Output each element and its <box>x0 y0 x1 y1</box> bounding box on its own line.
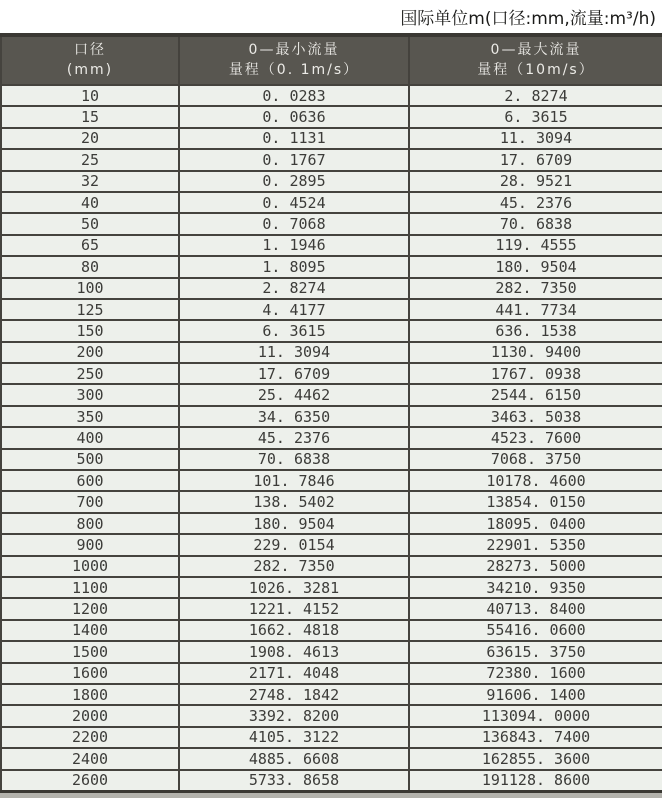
min-flow-cell: 4885. 6608 <box>179 748 409 769</box>
min-flow-cell: 0. 4524 <box>179 192 409 213</box>
max-flow-cell: 34210. 9350 <box>409 577 662 598</box>
header-max-flow-line2: 量程（10m/s） <box>477 61 595 78</box>
table-row <box>1 663 662 684</box>
table-row <box>1 513 662 534</box>
min-flow-cell: 0. 0283 <box>179 85 409 106</box>
min-flow-cell: 0. 0636 <box>179 106 409 127</box>
min-flow-cell: 0. 1131 <box>179 128 409 149</box>
min-flow-cell: 0. 2895 <box>179 171 409 192</box>
min-flow-cell: 5733. 8658 <box>179 770 409 792</box>
min-flow-cell: 2171. 4048 <box>179 663 409 684</box>
table-row <box>1 641 662 662</box>
header-diameter-line1: 口径 <box>74 41 106 58</box>
diameter-cell: 1100 <box>1 577 179 598</box>
diameter-cell: 800 <box>1 513 179 534</box>
table-row <box>1 235 662 256</box>
header-max-flow <box>409 35 662 85</box>
table-row <box>1 534 662 555</box>
min-flow-cell: 282. 7350 <box>179 556 409 577</box>
max-flow-cell: 91606. 1400 <box>409 684 662 705</box>
table-row <box>1 556 662 577</box>
table-row <box>1 320 662 341</box>
table-row <box>1 363 662 384</box>
diameter-cell: 125 <box>1 299 179 320</box>
diameter-cell: 1000 <box>1 556 179 577</box>
diameter-cell: 40 <box>1 192 179 213</box>
header-max-flow-line1: 0—最大流量 <box>490 41 582 58</box>
max-flow-cell: 55416. 0600 <box>409 620 662 641</box>
max-flow-cell: 1130. 9400 <box>409 342 662 363</box>
diameter-cell: 600 <box>1 470 179 491</box>
min-flow-cell: 1908. 4613 <box>179 641 409 662</box>
diameter-cell: 1600 <box>1 663 179 684</box>
min-flow-cell: 0. 7068 <box>179 213 409 234</box>
diameter-cell: 1500 <box>1 641 179 662</box>
table-row <box>1 106 662 127</box>
diameter-cell: 20 <box>1 128 179 149</box>
diameter-cell: 80 <box>1 256 179 277</box>
max-flow-cell: 282. 7350 <box>409 278 662 299</box>
table-row <box>1 192 662 213</box>
max-flow-cell: 113094. 0000 <box>409 705 662 726</box>
max-flow-cell: 136843. 7400 <box>409 727 662 748</box>
table-row <box>1 684 662 705</box>
table-row <box>1 470 662 491</box>
min-flow-cell: 3392. 8200 <box>179 705 409 726</box>
diameter-cell: 100 <box>1 278 179 299</box>
bottom-shadow <box>0 793 662 798</box>
max-flow-cell: 10178. 4600 <box>409 470 662 491</box>
max-flow-cell: 3463. 5038 <box>409 406 662 427</box>
max-flow-cell: 6. 3615 <box>409 106 662 127</box>
min-flow-cell: 138. 5402 <box>179 491 409 512</box>
diameter-cell: 1200 <box>1 598 179 619</box>
max-flow-cell: 7068. 3750 <box>409 449 662 470</box>
max-flow-cell: 63615. 3750 <box>409 641 662 662</box>
diameter-cell: 2600 <box>1 770 179 792</box>
min-flow-cell: 229. 0154 <box>179 534 409 555</box>
min-flow-cell: 1. 8095 <box>179 256 409 277</box>
header-min-flow-line1: 0—最小流量 <box>248 41 340 58</box>
table-body <box>1 85 662 791</box>
max-flow-cell: 13854. 0150 <box>409 491 662 512</box>
header-diameter-line2: (mm) <box>66 61 114 78</box>
table-row <box>1 427 662 448</box>
max-flow-cell: 17. 6709 <box>409 149 662 170</box>
max-flow-cell: 72380. 1600 <box>409 663 662 684</box>
min-flow-cell: 2. 8274 <box>179 278 409 299</box>
header-min-flow <box>179 35 409 85</box>
max-flow-cell: 18095. 0400 <box>409 513 662 534</box>
min-flow-cell: 0. 1767 <box>179 149 409 170</box>
diameter-cell: 15 <box>1 106 179 127</box>
diameter-cell: 10 <box>1 85 179 106</box>
diameter-cell: 300 <box>1 384 179 405</box>
table-row <box>1 342 662 363</box>
max-flow-cell: 45. 2376 <box>409 192 662 213</box>
table-row <box>1 128 662 149</box>
header-diameter <box>1 35 179 85</box>
table-row <box>1 406 662 427</box>
diameter-cell: 1800 <box>1 684 179 705</box>
table-row <box>1 727 662 748</box>
diameter-cell: 32 <box>1 171 179 192</box>
max-flow-cell: 22901. 5350 <box>409 534 662 555</box>
max-flow-cell: 441. 7734 <box>409 299 662 320</box>
table-header <box>1 35 662 85</box>
min-flow-cell: 6. 3615 <box>179 320 409 341</box>
table-row <box>1 748 662 769</box>
diameter-cell: 900 <box>1 534 179 555</box>
diameter-cell: 700 <box>1 491 179 512</box>
max-flow-cell: 2544. 6150 <box>409 384 662 405</box>
diameter-cell: 25 <box>1 149 179 170</box>
diameter-cell: 200 <box>1 342 179 363</box>
max-flow-cell: 191128. 8600 <box>409 770 662 792</box>
diameter-cell: 350 <box>1 406 179 427</box>
table-row <box>1 149 662 170</box>
max-flow-cell: 70. 6838 <box>409 213 662 234</box>
min-flow-cell: 101. 7846 <box>179 470 409 491</box>
table-row <box>1 171 662 192</box>
table-row <box>1 256 662 277</box>
diameter-cell: 1400 <box>1 620 179 641</box>
diameter-cell: 2400 <box>1 748 179 769</box>
table-row <box>1 278 662 299</box>
diameter-cell: 65 <box>1 235 179 256</box>
max-flow-cell: 4523. 7600 <box>409 427 662 448</box>
min-flow-cell: 4. 4177 <box>179 299 409 320</box>
max-flow-cell: 180. 9504 <box>409 256 662 277</box>
table-row <box>1 491 662 512</box>
min-flow-cell: 1221. 4152 <box>179 598 409 619</box>
max-flow-cell: 11. 3094 <box>409 128 662 149</box>
max-flow-cell: 162855. 3600 <box>409 748 662 769</box>
max-flow-cell: 119. 4555 <box>409 235 662 256</box>
min-flow-cell: 4105. 3122 <box>179 727 409 748</box>
min-flow-cell: 1. 1946 <box>179 235 409 256</box>
table-title: 国际单位m(口径:mm,流量:m³/h) <box>400 9 656 29</box>
diameter-cell: 250 <box>1 363 179 384</box>
diameter-cell: 150 <box>1 320 179 341</box>
header-min-flow-line2: 量程（0. 1m/s） <box>228 61 360 78</box>
table-row <box>1 384 662 405</box>
max-flow-cell: 1767. 0938 <box>409 363 662 384</box>
diameter-cell: 50 <box>1 213 179 234</box>
min-flow-cell: 70. 6838 <box>179 449 409 470</box>
table-row <box>1 299 662 320</box>
max-flow-cell: 2. 8274 <box>409 85 662 106</box>
min-flow-cell: 1026. 3281 <box>179 577 409 598</box>
table-row <box>1 598 662 619</box>
min-flow-cell: 1662. 4818 <box>179 620 409 641</box>
table-row <box>1 213 662 234</box>
min-flow-cell: 2748. 1842 <box>179 684 409 705</box>
max-flow-cell: 636. 1538 <box>409 320 662 341</box>
max-flow-cell: 40713. 8400 <box>409 598 662 619</box>
min-flow-cell: 180. 9504 <box>179 513 409 534</box>
diameter-cell: 2000 <box>1 705 179 726</box>
min-flow-cell: 25. 4462 <box>179 384 409 405</box>
table-row <box>1 577 662 598</box>
title-bar <box>0 0 662 33</box>
table-row <box>1 705 662 726</box>
flow-range-table <box>0 33 662 793</box>
diameter-cell: 500 <box>1 449 179 470</box>
min-flow-cell: 45. 2376 <box>179 427 409 448</box>
header-row <box>1 35 662 85</box>
table-row <box>1 620 662 641</box>
max-flow-cell: 28273. 5000 <box>409 556 662 577</box>
table-row <box>1 449 662 470</box>
diameter-cell: 2200 <box>1 727 179 748</box>
table-row <box>1 85 662 106</box>
diameter-cell: 400 <box>1 427 179 448</box>
min-flow-cell: 17. 6709 <box>179 363 409 384</box>
min-flow-cell: 34. 6350 <box>179 406 409 427</box>
min-flow-cell: 11. 3094 <box>179 342 409 363</box>
table-row <box>1 770 662 792</box>
max-flow-cell: 28. 9521 <box>409 171 662 192</box>
